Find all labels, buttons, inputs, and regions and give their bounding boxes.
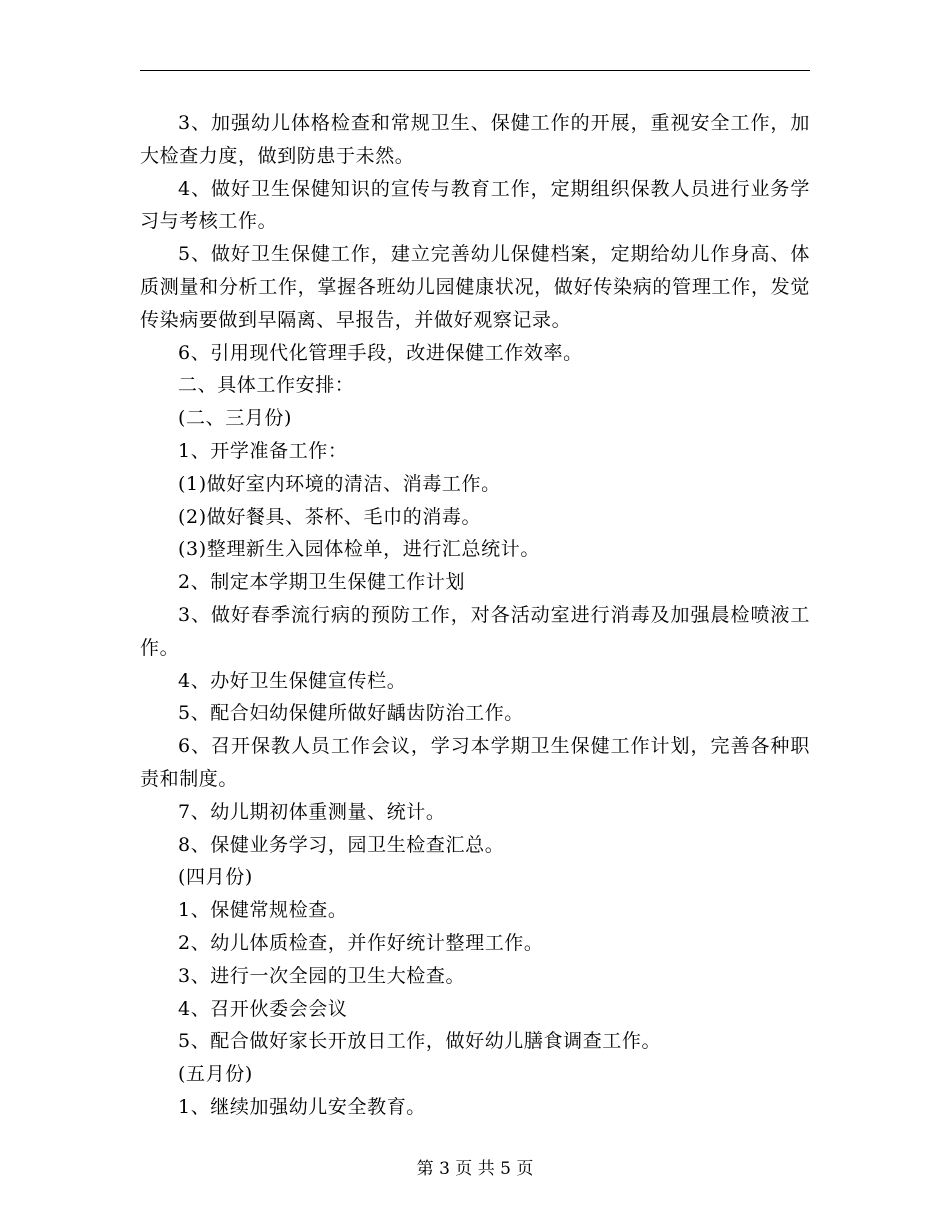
month-heading: (二、三月份)	[178, 407, 293, 430]
paragraph: 8、保健业务学习，园卫生检查汇总。	[178, 833, 505, 856]
paragraph: 4、办好卫生保健宣传栏。	[178, 669, 407, 692]
paragraph: 1、开学准备工作：	[178, 439, 348, 462]
paragraph: 2、制定本学期卫生保健工作计划	[178, 571, 466, 594]
paragraph: 2、幼儿体质检查，并作好统计整理工作。	[178, 931, 544, 954]
paragraph: 6、引用现代化管理手段，改进保健工作效率。	[178, 341, 583, 364]
paragraph: 6、召开保教人员工作会议，学习本学期卫生保健工作计划，完善各种职责和制度。	[140, 735, 810, 790]
paragraph: 5、做好卫生保健工作，建立完善幼儿保健档案，定期给幼儿作身高、体质测量和分析工作，掌握各班幼儿园健康状况，做好传染病的管理工作，发觉传染病要做到早隔离、早报告，并做好观察记录。	[140, 243, 810, 331]
header-rule	[140, 70, 810, 71]
paragraph: 1、继续加强幼儿安全教育。	[178, 1095, 426, 1118]
paragraph: 7、幼儿期初体重测量、统计。	[178, 800, 446, 823]
page-footer: 第 3 页 共 5 页	[416, 1159, 534, 1179]
paragraph: 5、配合妇幼保健所做好龋齿防治工作。	[178, 702, 524, 725]
paragraph: 4、召开伙委会会议	[178, 997, 348, 1020]
section-heading: 二、具体工作安排：	[178, 374, 355, 397]
paragraph: (1)做好室内环境的清洁、消毒工作。	[178, 472, 501, 495]
paragraph: (2)做好餐具、茶杯、毛巾的消毒。	[178, 505, 482, 528]
paragraph: 3、进行一次全园的卫生大检查。	[178, 964, 466, 987]
month-heading: (五月份)	[178, 1063, 253, 1086]
document-body	[140, 107, 810, 1124]
paragraph: 1、保健常规检查。	[178, 899, 348, 922]
paragraph: 5、配合做好家长开放日工作，做好幼儿膳食调查工作。	[178, 1030, 662, 1053]
month-heading: (四月份)	[178, 866, 253, 889]
paragraph: 3、加强幼儿体格检查和常规卫生、保健工作的开展，重视安全工作，加大检查力度，做到防患于未然。	[140, 112, 810, 167]
paragraph: 3、做好春季流行病的预防工作，对各活动室进行消毒及加强晨检喷液工作。	[140, 603, 810, 659]
paragraph: 4、做好卫生保健知识的宣传与教育工作，定期组织保教人员进行业务学习与考核工作。	[140, 177, 810, 233]
paragraph: (3)整理新生入园体检单，进行汇总统计。	[178, 538, 540, 561]
